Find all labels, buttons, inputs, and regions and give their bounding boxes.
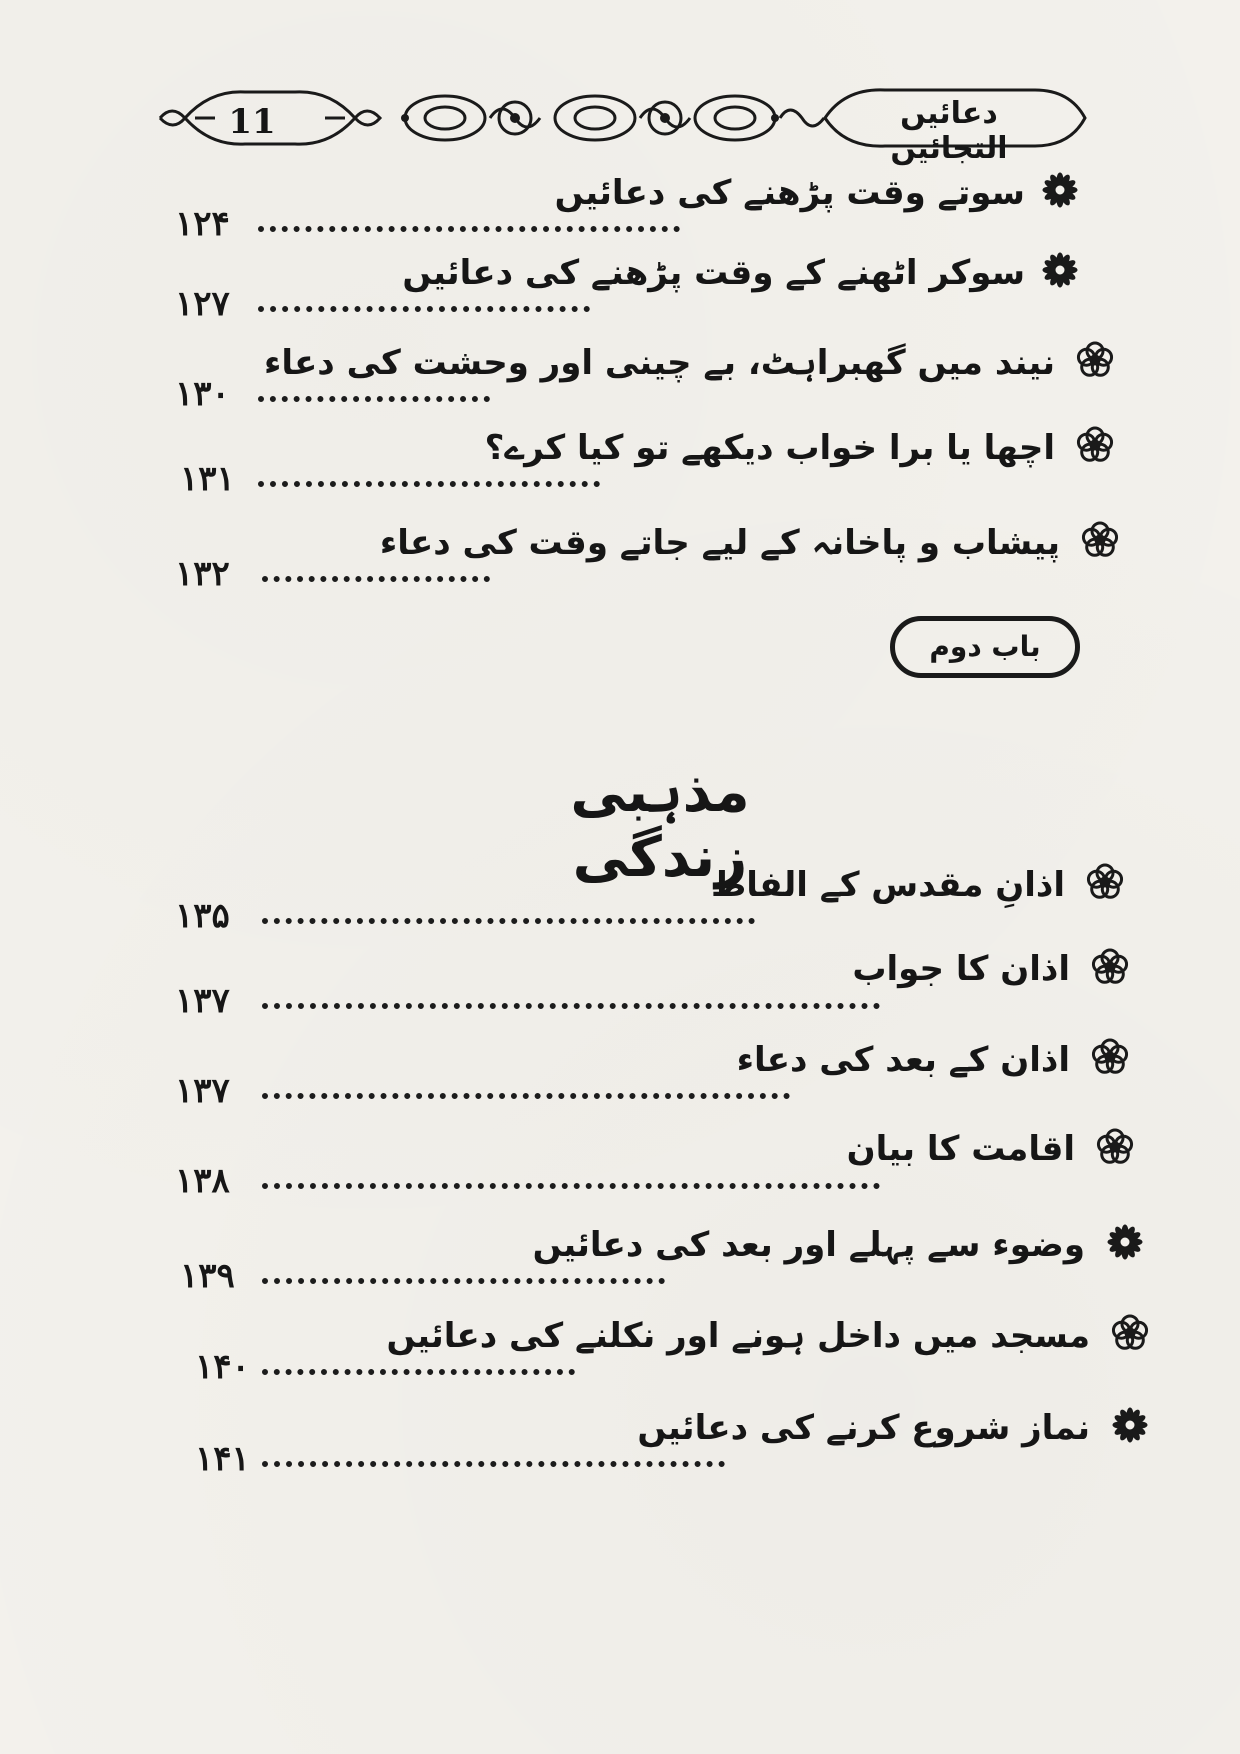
toc-entry-page: ۱۲۴ [175, 204, 230, 244]
flower-icon [1110, 1313, 1150, 1353]
toc-entry [0, 1313, 1240, 1393]
toc-entry [0, 425, 1240, 505]
chapter-label: باب دوم [890, 616, 1080, 678]
toc-entry-title: نیند میں گھبراہٹ، بے چینی اور وحشت کی دعاء [263, 343, 1055, 383]
dotted-leader [258, 390, 490, 402]
toc-entry-title: اذان کے بعد کی دعاء [736, 1040, 1070, 1080]
dotted-leader [258, 475, 600, 487]
toc-entry-page: ۱۳۷ [175, 1071, 230, 1111]
dotted-leader [262, 1363, 575, 1375]
dotted-leader [262, 1177, 880, 1189]
toc-entry-title: اذان کا جواب [852, 949, 1070, 989]
toc-entry-page: ۱۳۹ [180, 1256, 235, 1296]
toc-entry-title: اقامت کا بیان [846, 1129, 1075, 1169]
toc-entry-page: ۱۳۷ [175, 981, 230, 1021]
dotted-leader [262, 1455, 725, 1467]
toc-entry [0, 947, 1240, 1027]
toc-entry [0, 1222, 1240, 1302]
dotted-leader [262, 912, 755, 924]
flower-icon [1080, 520, 1120, 560]
toc-entry [0, 1405, 1240, 1485]
toc-entry [0, 1037, 1240, 1117]
toc-entry-page: ۱۳۵ [175, 896, 230, 936]
dotted-leader [262, 1272, 665, 1284]
dotted-leader [262, 997, 880, 1009]
toc-entry [0, 520, 1240, 600]
toc-entry-title: وضوء سے پہلے اور بعد کی دعائیں [532, 1225, 1085, 1265]
toc-entry-page: ۱۴۱ [195, 1439, 250, 1479]
flower-icon [1095, 1127, 1135, 1167]
flower-icon [1090, 947, 1130, 987]
toc-entry [0, 862, 1240, 942]
star-flower-icon [1105, 1222, 1145, 1262]
star-flower-icon [1040, 250, 1080, 290]
toc-entry-title: اچھا یا برا خواب دیکھے تو کیا کرے؟ [484, 428, 1055, 468]
star-flower-icon [1110, 1405, 1150, 1445]
flower-icon [1085, 862, 1125, 902]
toc-entry-title: مسجد میں داخل ہونے اور نکلنے کی دعائیں [386, 1316, 1090, 1356]
toc-entry [0, 250, 1240, 330]
dotted-leader [258, 220, 680, 232]
flower-icon [1090, 1037, 1130, 1077]
dotted-leader [262, 1087, 790, 1099]
toc-entry-page: ۱۴۰ [195, 1347, 250, 1387]
toc-entry-title: سوتے وقت پڑھنے کی دعائیں [554, 173, 1025, 213]
toc-entry-title: اذانِ مقدس کے الفاظ [710, 865, 1065, 905]
toc-entry-page: ۱۲۷ [175, 284, 230, 324]
toc-entry-page: ۱۳۰ [175, 374, 230, 414]
toc-entry [0, 1127, 1240, 1207]
toc-entry-page: ۱۳۱ [180, 459, 235, 499]
toc-entry [0, 170, 1240, 250]
star-flower-icon [1040, 170, 1080, 210]
section-heading: مذہبی زندگی [570, 760, 750, 890]
toc-entry-title: سوکر اٹھنے کے وقت پڑھنے کی دعائیں [402, 253, 1025, 293]
toc-entry-title: نماز شروع کرنے کی دعائیں [637, 1408, 1090, 1448]
page-number: 11 [228, 102, 276, 142]
dotted-leader [262, 570, 490, 582]
flower-icon [1075, 425, 1115, 465]
toc-entry [0, 340, 1240, 420]
flower-icon [1075, 340, 1115, 380]
toc-entry-page: ۱۳۸ [175, 1161, 230, 1201]
toc-entry-page: ۱۳۲ [175, 554, 230, 594]
dotted-leader [258, 300, 590, 312]
book-title: دعائیں التجائیں [890, 96, 1008, 166]
toc-entry-title: پیشاب و پاخانہ کے لیے جاتے وقت کی دعاء [379, 523, 1060, 563]
